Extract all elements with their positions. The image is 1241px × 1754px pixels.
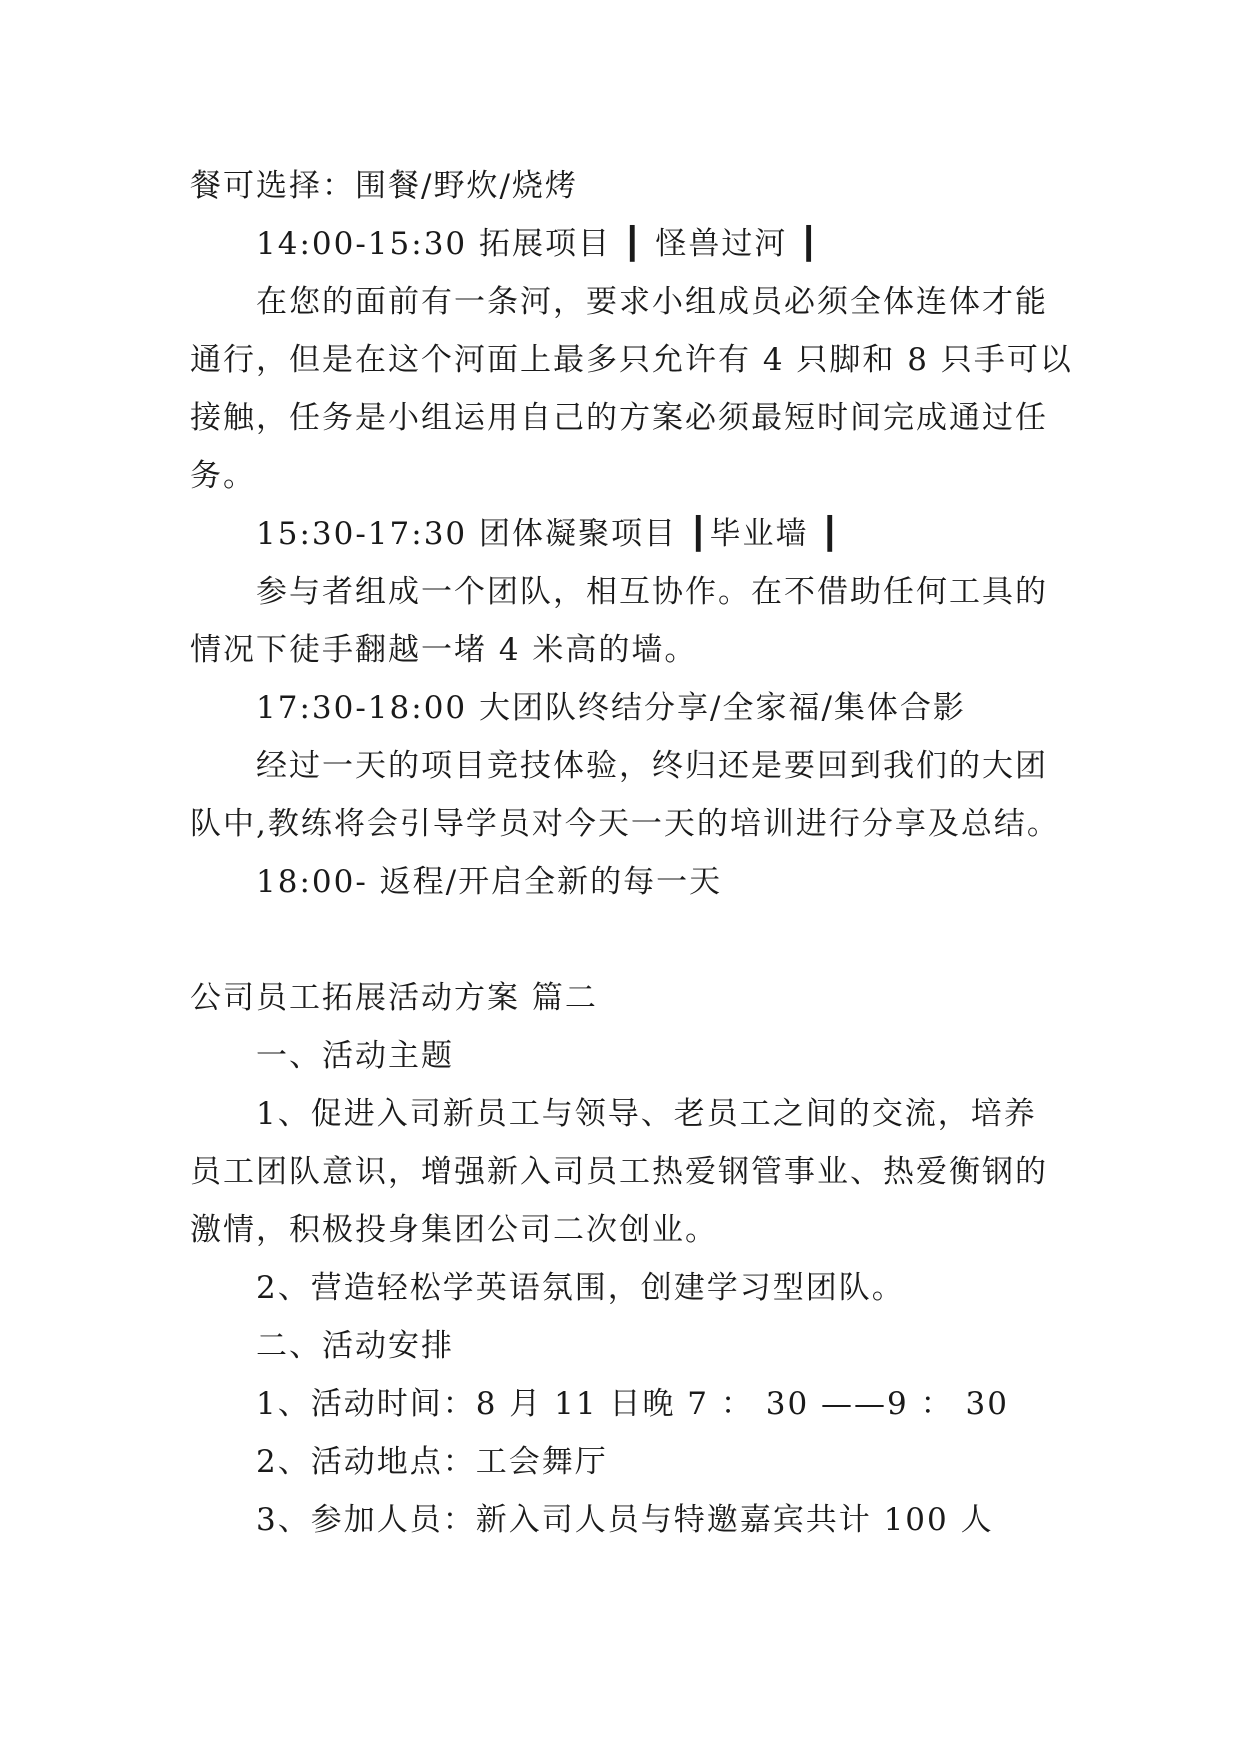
schedule-heading-1800: 18:00- 返程/开启全新的每一天 (256, 864, 723, 900)
list-item-location: 2、活动地点：工会舞厅 (256, 1444, 608, 1480)
section-heading-theme: 一、活动主题 (256, 1038, 454, 1074)
paragraph-line: 务。 (190, 458, 256, 494)
text-line-meal-options: 餐可选择：围餐/野炊/烧烤 (190, 168, 578, 204)
paragraph-line: 情况下徒手翻越一堵 4 米高的墙。 (190, 632, 698, 668)
paragraph-line: 接触，任务是小组运用自己的方案必须最短时间完成通过任 (190, 400, 1048, 436)
section-heading-arrangement: 二、活动安排 (256, 1328, 454, 1364)
schedule-heading-1530: 15:30-17:30 团体凝聚项目 ┃毕业墙 ┃ (256, 516, 842, 552)
paragraph-line: 经过一天的项目竞技体验，终归还是要回到我们的大团 (256, 748, 1048, 784)
schedule-heading-1400: 14:00-15:30 拓展项目 ┃ 怪兽过河 ┃ (256, 226, 820, 262)
schedule-heading-1730: 17:30-18:00 大团队终结分享/全家福/集体合影 (256, 690, 966, 726)
paragraph-line: 队中,教练将会引导学员对今天一天的培训进行分享及总结。 (190, 806, 1060, 842)
paragraph-line: 激情，积极投身集团公司二次创业。 (190, 1212, 718, 1248)
paragraph-line: 参与者组成一个团队，相互协作。在不借助任何工具的 (256, 574, 1048, 610)
paragraph-line: 在您的面前有一条河，要求小组成员必须全体连体才能 (256, 284, 1048, 320)
paragraph-line: 通行，但是在这个河面上最多只允许有 4 只脚和 8 只手可以 (190, 342, 1073, 378)
section-title: 公司员工拓展活动方案 篇二 (190, 980, 598, 1016)
paragraph-line: 1、促进入司新员工与领导、老员工之间的交流，培养 (256, 1096, 1037, 1132)
paragraph-line: 员工团队意识，增强新入司员工热爱钢管事业、热爱衡钢的 (190, 1154, 1048, 1190)
list-item-participants: 3、参加人员：新入司人员与特邀嘉宾共计 100 人 (256, 1502, 994, 1538)
paragraph-line: 2、营造轻松学英语氛围，创建学习型团队。 (256, 1270, 905, 1306)
list-item-time: 1、活动时间：8 月 11 日晚 7 ： 30 ——9 ： 30 (256, 1386, 1009, 1422)
